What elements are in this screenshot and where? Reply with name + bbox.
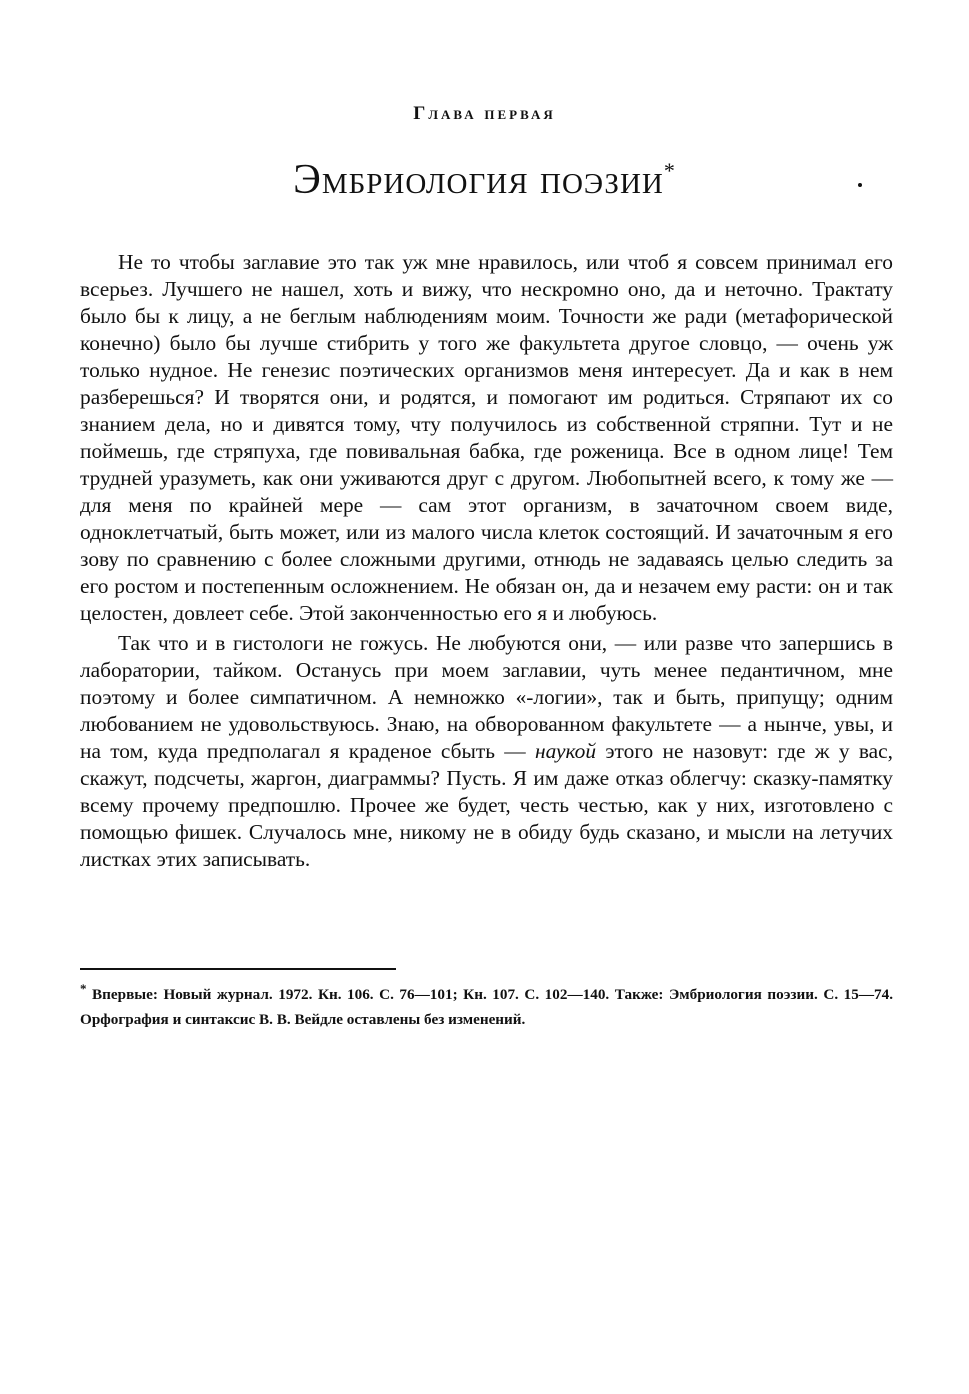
footnote-divider bbox=[80, 968, 396, 970]
paragraph-1: Не то чтобы заглавие это так уж мне нравилось, или чтоб я совсем принимал его всерьез. Лучшего не нашел, хоть и вижу, что нескромно оно, да и неточно. Трактату было бы к лицу, а не беглым наблюдениям моим. Точности же ради (метафорической конечно) было бы лучше стибрить у того же факультета другое словцо, — очень уж только нудное. Не генезис поэтических организмов меня интересует. Да и как в нем разберешься? И творятся они, и родятся, и помогают им родиться. Стряпают их со знанием дела, но и дивятся тому, чту получилось из собственной стряпни. Тут и не поймешь, где стряпуха, где повивальная бабка, где роженица. Все в одном лице! Тем трудней уразуметь, как они уживаются друг с другом. Любопытней всего, к тому же — для меня по крайней мере — сам этот организм, в зачаточном своем виде, одноклетчатый, быть может, или из малого числа клеток состоящий. И зачаточным я его зову по сравнению с более сложными другими, отнюдь не задаваясь целью следить за его ростом и постепенным осложнением. Не обязан он, да и незачем ему расти: он и так целостен, довлеет себе. Этой законченностью его я и любуюсь. bbox=[80, 250, 893, 625]
paragraph-2-part-1: Так что и в гистологи не гожусь. Не любуются они, — или разве что запершись в лаборатории, тайком. Останусь при моем заглавии, чуть менее педантичном, мне поэтому и более симпатичном. А немножко «-логии», так и быть, припущу; одним любованием не удовольствуюсь. Знаю, на обворованном факультете — а нынче, увы, и на том, куда предполагал я краденое сбыть — bbox=[80, 631, 893, 763]
chapter-label-text: Глава первая bbox=[413, 103, 556, 124]
chapter-label bbox=[0, 103, 969, 125]
footnote-text: Впервые: Новый журнал. 1972. Кн. 106. С. 76—101; Кн. 107. С. 102—140. Также: Эмбриология поэзии. С. 15—74. Орфография и синтаксис В. В. Вейдле оставлены без изменений. bbox=[80, 986, 894, 1028]
chapter-title-text: Эмбриология поэзии bbox=[293, 157, 664, 203]
footnote-reference-mark: * bbox=[663, 158, 676, 183]
stray-dot bbox=[858, 183, 862, 187]
paragraph-2 bbox=[80, 630, 893, 873]
footnote-mark: * bbox=[80, 980, 87, 996]
footnote bbox=[80, 982, 893, 1032]
paragraph-2-italic-word: наукой bbox=[534, 739, 597, 763]
chapter-title bbox=[0, 150, 969, 210]
body-text bbox=[80, 249, 893, 873]
paragraph-2-part-2: этого не назовут: где ж у вас, скажут, подсчеты, жаргон, диаграммы? Пусть. Я им даже отказ облегчу: сказку-памятку всему прочему предпошлю. Прочее же будет, честь честью, как у них, изготовлено с помощью фишек. Случалось мне, никому не в обиду будь сказано, и мысли на летучих листках этих записывать. bbox=[80, 739, 893, 871]
